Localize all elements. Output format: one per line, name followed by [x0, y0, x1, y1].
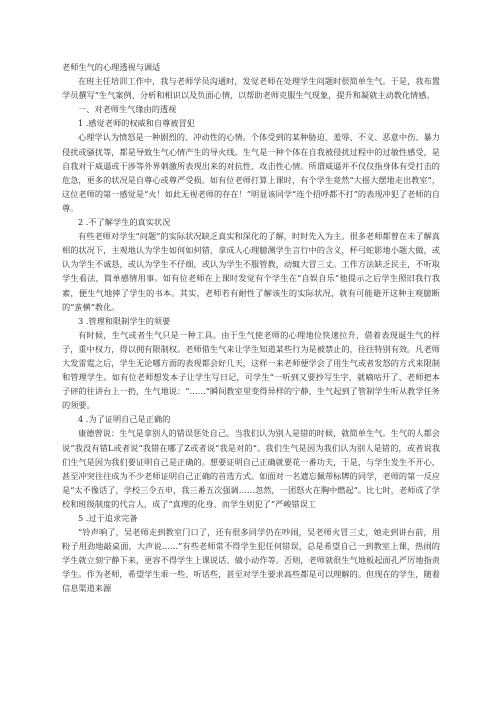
section-heading-1: 一、对老师生气缘由的透视	[78, 104, 177, 115]
subheading-4: 4 .为了证明自己是正确的	[78, 414, 171, 425]
intro-paragraph: 在班主任培训工作中，我与老师学员沟通时，发觉老师在处理学生问题时很简单生气。于是，我布置学员撰写“生气案例、分析和相识以及负面心情，以帮助老师克服生气现象，提升和凝就主动教化情感。	[62, 76, 440, 101]
subheading-3: 3 .管理和限制学生的须要	[78, 315, 171, 326]
document-page	[62, 60, 440, 596]
paragraph-4: 康德曾说：生气是拿别人的错误惩处自己。当我们认为别人是错的时候，就简单生气。生气的人都会说“我没有错L或者说“我错在哪了Z或者说“我是对的“。我们生气是因为我们认为别人是错的，或者说我们生气是因为我们要证明自己是正确的。想要证明自己正确就要花一番功夫，于是，与学生发生不开心，甚至冲突往往成为不少老师证明自己正确的首选方式。如面对一名遗忘佩带标牌的同学，老师的第一反应是“太不像话了，学校三令五申，我三番五次强调……忽然，一团怒火在胸中燃起“。比七时，老师成了学校和班级制度的代言人，成了“真理的化身、而学生则犯了“严峻错误工	[62, 428, 440, 509]
document-title: 老师生气的心理透视与调适	[62, 62, 161, 72]
subheading-2: 2 .不了解学生的真实状况	[78, 217, 171, 228]
paragraph-3: 有时候，生气或者生气只是一种工具。由于生气使老师的心理地位快速拉升，借着表现诞生气的样子，重中权力，得以拥有限制权。老师借生气来让学生知道某些行为是被禁止的，往往特别有效。凡老师大发雷霆之后，学生无论哪方面的表现都会好几天，这样一来老师便学会了用生气或者发怒的方式来限制和管理学生。如有位老师想发本子让学生写日记，可学生“一听到又要抄写生字，就嘀咕开了、老师把本子砰的往讲台上一扔，生气地说：“……”瞬间教室里变得异样的宁静，生气起到了管制学生听从教学任务的须要。	[62, 329, 440, 411]
paragraph-5: “铃声响了，吴老师走到教室门口了，还有很多同学仍在吵闹，吴老师火冒三丈，她走到讲台前，用粉子用劲地敲桌面，大声说……”有些老师常不得学生犯任何错误，总是希望自己一到教室上课，热闹的学生就立刻宁静下来，更容不得学生上课说话、做小动作等。否则，老师就很生气地板起面孔严厉地指责学生。作为老师，希望学生乖一些、听话些，甚至对学生要求高些都是可以理解的。但现在的学生，随着信息渠道来源	[62, 527, 440, 594]
subheading-5: 5 .过于追求完备	[78, 513, 138, 523]
subheading-1: 1 .感觉老师的权威和自尊被冒犯	[78, 118, 195, 129]
paragraph-1: 心理学认为愤怒是一种剧烈的、冲动性的心情。个体受到的某种胁迫、羞辱、不义、恶意中伤、暴力侵扰或骚扰等，都是导致生气心情产生的导火线。生气是一种个体在自我被侵扰过程中的过敏性感受，是自我对于威逼或干涉等外界刺激所表现出来的对抗性、攻击性心情。所谓威逼并不仅仅指身体有受打击的危急，更多的状况是自尊心或尊严受损。如有位老师打算上课时，有个学生竟然“大摇大摆地走出教室”，这位老师的第一感觉是“火！如此无视老师的存在！”明显该同学“连个招呼都不打”的表现冲犯了老师的自尊。	[62, 132, 440, 213]
paragraph-2: 有些老师对学生“问题”的实际状况缺乏真实和深化的了解，时时先入为主。很多老师都曾在未了解真相的状况下，主观地认为学生如何如何错，拿成人心理臆测学生言行中的含义，杯弓蛇影地小题大做，或认为学生不诚恳，或认为学生不仔细，或认为学生不服管教，动辄大冒三丈。工作方法缺乏民主，不听取学生看法，简单感情用事。如有位老师在上课时发觉有个学生在“自娱自乐”他提示之后学生照旧我行我素，便生气地摔了学生的书本。其实，老师若有耐性了解该生的实际状况，就有可能避开这种主观臆断的“蛮横”教化。	[62, 231, 440, 312]
